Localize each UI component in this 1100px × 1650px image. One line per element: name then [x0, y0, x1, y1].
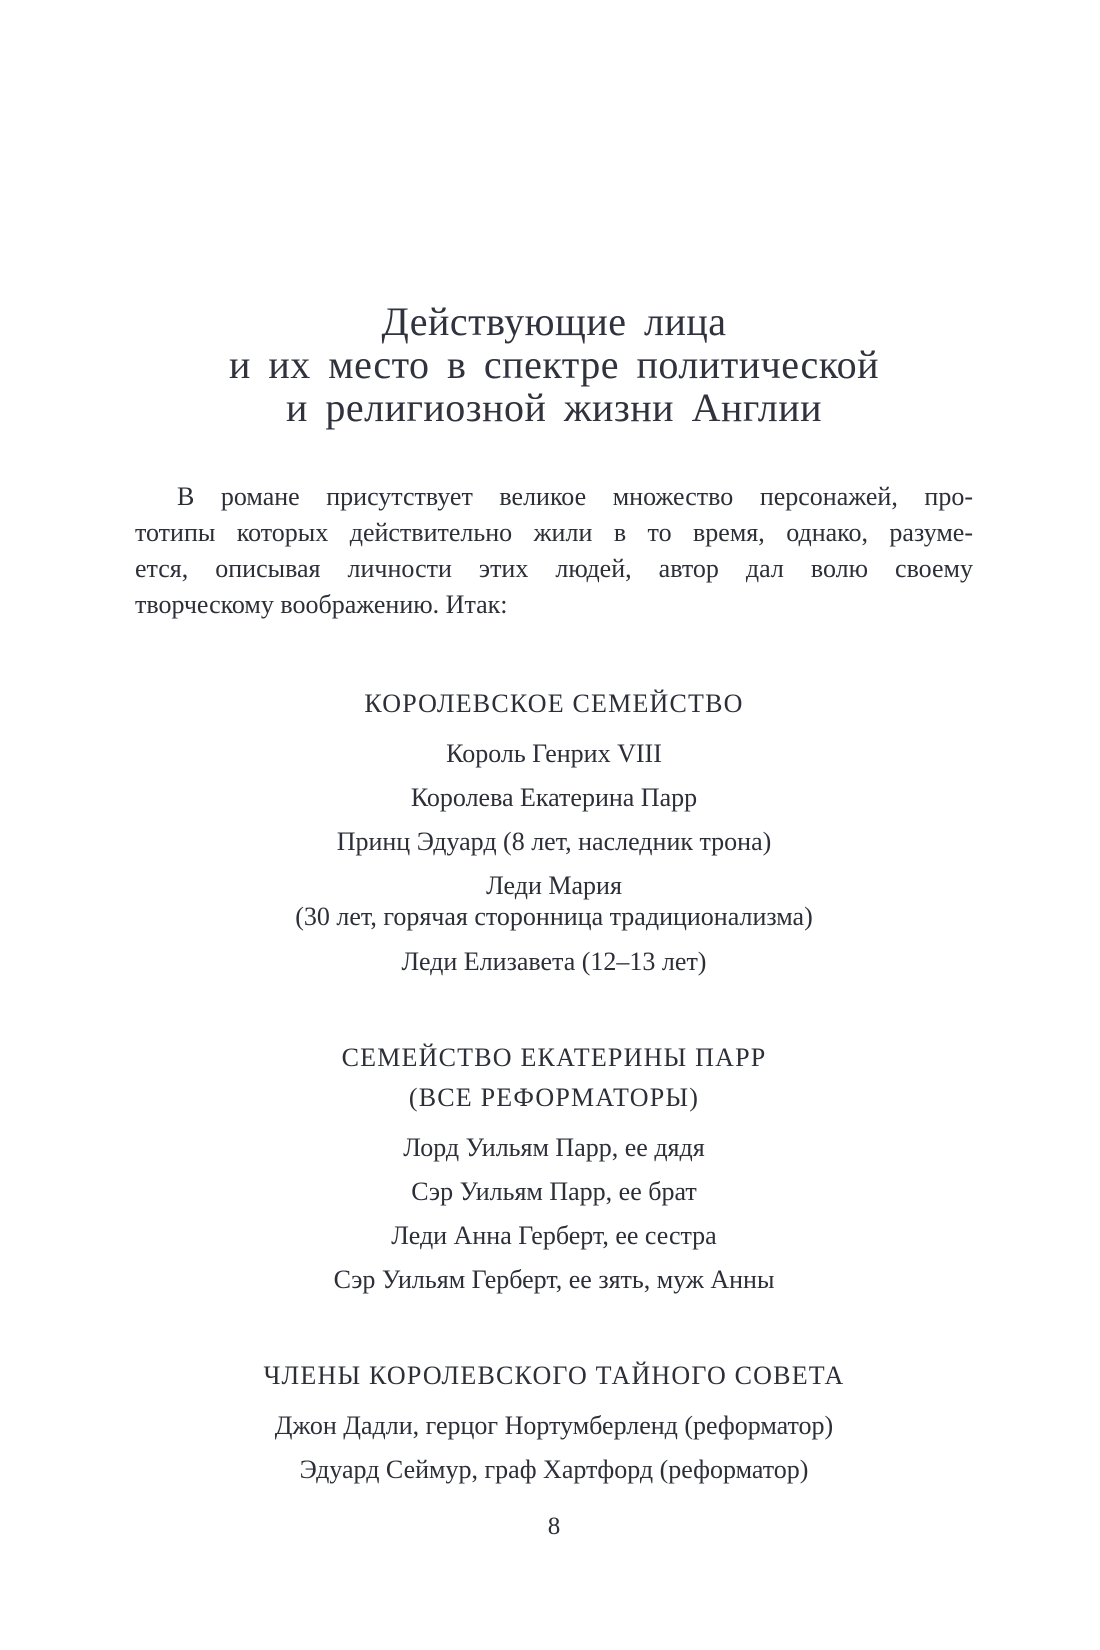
item-line: Леди Анна Герберт, ее сестра	[391, 1221, 717, 1250]
title-line: и их место в спектре политической	[228, 342, 880, 387]
list-item	[135, 1265, 973, 1295]
cast-list	[135, 1133, 973, 1295]
list-item	[135, 827, 973, 857]
heading-line: ЧЛЕНЫ КОРОЛЕВСКОГО ТАЙНОГО СОВЕТА	[263, 1361, 845, 1390]
item-line: Королева Екатерина Парр	[410, 783, 698, 812]
paragraph-line: ется, описывая личности этих людей, автор дал волю своему	[135, 554, 973, 583]
page-number: 8	[547, 1513, 561, 1540]
page-title	[135, 300, 973, 429]
list-item	[135, 1411, 973, 1441]
intro-paragraph	[135, 479, 973, 623]
list-item	[135, 1133, 973, 1163]
list-item	[135, 947, 973, 977]
paragraph-line: В романе присутствует великое множество персонажей, про-	[177, 482, 973, 511]
item-line: Сэр Уильям Парр, ее брат	[411, 1177, 697, 1206]
paragraph-line: творческому воображению. Итак:	[135, 590, 508, 619]
list-item	[135, 1455, 973, 1485]
section-privy-council	[135, 1356, 973, 1485]
list-item	[135, 739, 973, 769]
item-line: Джон Дадли, герцог Нортумберленд (реформатор)	[274, 1411, 834, 1440]
title-line: и религиозной жизни Англии	[285, 385, 823, 430]
item-line: Король Генрих VIII	[446, 739, 662, 768]
item-line: Эдуард Сеймур, граф Хартфорд (реформатор)	[299, 1455, 809, 1484]
list-item	[135, 783, 973, 813]
list-item	[135, 1177, 973, 1207]
title-line: Действующие лица	[381, 299, 727, 344]
heading-line: СЕМЕЙСТВО ЕКАТЕРИНЫ ПАРР	[341, 1043, 767, 1072]
list-item	[135, 1221, 973, 1251]
section-heading	[135, 684, 973, 724]
item-line: Леди Мария	[486, 871, 622, 900]
item-line: Лорд Уильям Парр, ее дядя	[403, 1133, 705, 1162]
item-line: Принц Эдуард (8 лет, наследник трона)	[336, 827, 772, 856]
list-item	[135, 871, 973, 933]
cast-list	[135, 739, 973, 977]
heading-line: (ВСЕ РЕФОРМАТОРЫ)	[408, 1083, 700, 1112]
section-heading	[135, 1356, 973, 1396]
heading-line: КОРОЛЕВСКОЕ СЕМЕЙСТВО	[364, 689, 744, 718]
section-heading	[135, 1038, 973, 1118]
item-line: Леди Елизавета (12–13 лет)	[401, 947, 707, 976]
item-line: Сэр Уильям Герберт, ее зять, муж Анны	[333, 1265, 775, 1294]
item-line: (30 лет, горячая сторонница традиционализма)	[295, 902, 813, 931]
cast-list	[135, 1411, 973, 1485]
section-parr-family	[135, 1038, 973, 1295]
section-royal-family	[135, 684, 973, 977]
paragraph-line: тотипы которых действительно жили в то время, однако, разуме-	[135, 518, 973, 547]
